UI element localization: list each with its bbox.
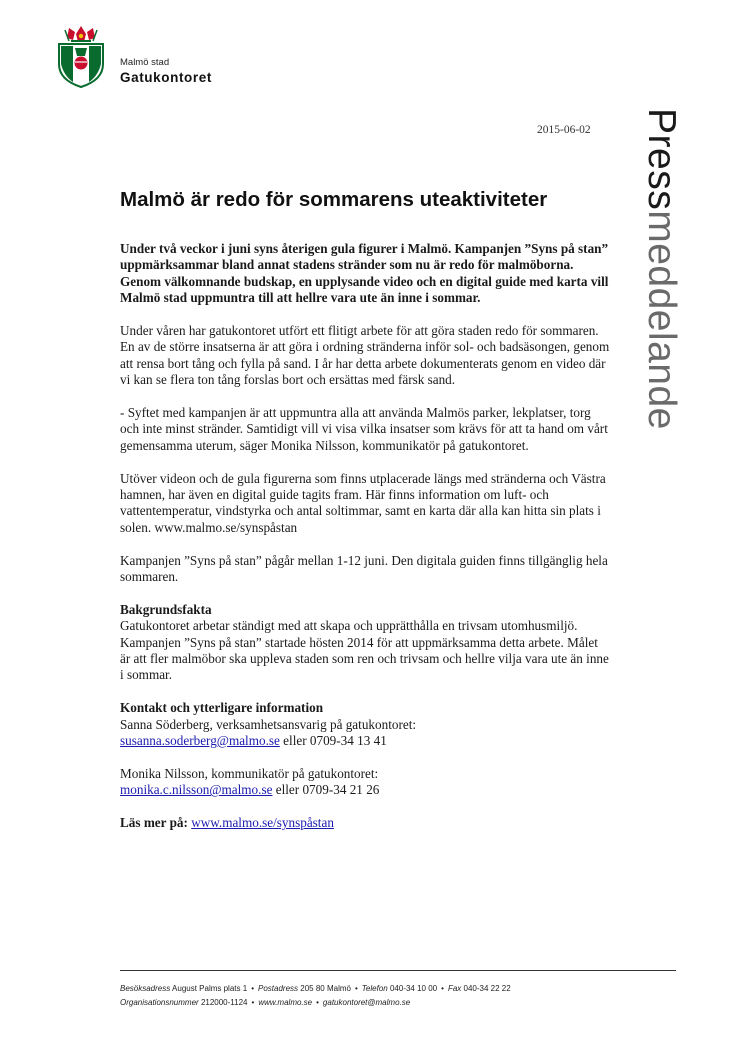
footer-bullet: • bbox=[316, 998, 319, 1007]
background-title: Bakgrundsfakta bbox=[120, 601, 212, 617]
footer-fax-label: Fax bbox=[447, 984, 462, 993]
contact-email-1-link[interactable]: susanna.soderberg@malmo.se bbox=[120, 733, 280, 749]
vertical-label-dark: Press bbox=[640, 108, 683, 211]
vertical-pressmeddelande-label bbox=[642, 108, 681, 430]
org-name-department: Gatukontoret bbox=[120, 70, 212, 85]
article-body bbox=[120, 241, 610, 848]
lead-paragraph: Under två veckor i juni syns återigen gula figurer i Malmö. Kampanjen ”Syns på stan” uppmärksammar bland annat stadens stränder som nu är redo för malmöborna. Genom välkomnande budskap, en upplysande video och en digital guide med karta vill Malmö stad uppmuntra till att hellre vara ute än inne i sommar. bbox=[120, 241, 609, 306]
footer-post-address: 205 80 Malmö bbox=[300, 984, 351, 993]
footer-fax: 040-34 22 22 bbox=[463, 984, 511, 993]
footer-line-2 bbox=[120, 996, 680, 1010]
footer-email: gatukontoret@malmo.se bbox=[322, 998, 411, 1007]
footer-org-number: 212000-1124 bbox=[200, 998, 248, 1007]
contact-section bbox=[120, 700, 610, 749]
body-paragraph: Kampanjen ”Syns på stan” pågår mellan 1-12 juni. Den digitala guiden finns tillgänglig hela sommaren. bbox=[120, 552, 608, 585]
contact-phone-2: eller 0709-34 21 26 bbox=[272, 782, 380, 798]
background-text: Gatukontoret arbetar ständigt med att skapa och upprätthålla en trivsam utomhusmiljö. Kampanjen ”Syns på stan” startade hösten 2014 för att uppmärksamma detta arbete. Målet är att fler malmöbor ska uppleva staden som ren och trivsam och hellre vilja vara ute än inne i sommar. bbox=[120, 618, 609, 683]
contact-person-1: Sanna Söderberg, verksamhetsansvarig på gatukontoret: bbox=[120, 716, 417, 732]
footer-phone-label: Telefon bbox=[361, 984, 388, 993]
footer-website: www.malmo.se bbox=[258, 998, 313, 1007]
contact-phone-1: eller 0709-34 13 41 bbox=[279, 733, 387, 749]
footer-divider bbox=[120, 970, 676, 971]
footer-bullet: • bbox=[251, 984, 254, 993]
footer-visit-address: August Palms plats 1 bbox=[172, 984, 248, 993]
read-more-label: Läs mer på: bbox=[120, 815, 188, 831]
footer-bullet: • bbox=[441, 984, 444, 993]
read-more-line bbox=[120, 815, 610, 831]
footer-post-label: Postadress bbox=[258, 984, 299, 993]
footer-visit-label: Besöksadress bbox=[120, 984, 171, 993]
footer-bullet: • bbox=[251, 998, 255, 1007]
press-release-date: 2015-06-02 bbox=[537, 124, 591, 136]
footer-phone: 040-34 10 00 bbox=[389, 984, 438, 993]
contact-title: Kontakt och ytterligare information bbox=[120, 700, 324, 716]
background-section bbox=[120, 602, 610, 684]
footer-bullet: • bbox=[354, 984, 358, 993]
contact-person-2: Monika Nilsson, kommunikatör på gatukontoret: bbox=[120, 765, 379, 781]
footer-org-label: Organisationsnummer bbox=[120, 998, 199, 1007]
malmo-coat-of-arms-icon bbox=[51, 24, 111, 88]
read-more-link[interactable]: www.malmo.se/synspåstan bbox=[191, 815, 334, 831]
body-paragraph: Under våren har gatukontoret utfört ett flitigt arbete för att göra staden redo för sommaren. En av de större insatserna är att göra i ordning stränderna inför sol- och badsäsongen, genom att rensa bort tång och fylla på sand. I år har detta arbete dokumenterats genom en video där vi kan se flera ton tång forslas bort och ersättas med färsk sand. bbox=[120, 323, 610, 388]
contact-section-2 bbox=[120, 766, 610, 799]
org-name-small: Malmö stad bbox=[120, 57, 170, 68]
footer-line-1 bbox=[120, 982, 680, 996]
contact-email-2-link[interactable]: monika.c.nilsson@malmo.se bbox=[120, 782, 273, 798]
footer bbox=[120, 982, 680, 1010]
body-paragraph: - Syftet med kampanjen är att uppmuntra alla att använda Malmös parker, lekplatser, torg och inte minst stränder. Samtidigt vill vi visa vilka insatser som krävs för att ta hand om vårt gemensamma uterum, säger Monika Nilsson, kommunikatör på gatukontoret. bbox=[120, 405, 608, 453]
body-paragraph: Utöver videon och de gula figurerna som finns utplacerade längs med stränderna och Västra hamnen, har även en digital guide tagits fram. Här finns information om luft- och vattentemperatur, vindstyrka och antal soltimmar, samt en karta där alla kan hitta sin plats i solen. www.malmo.se/synspåstan bbox=[120, 470, 606, 535]
vertical-label-light: meddelande bbox=[640, 210, 683, 430]
headline: Malmö är redo för sommarens uteaktiviteter bbox=[120, 188, 548, 211]
